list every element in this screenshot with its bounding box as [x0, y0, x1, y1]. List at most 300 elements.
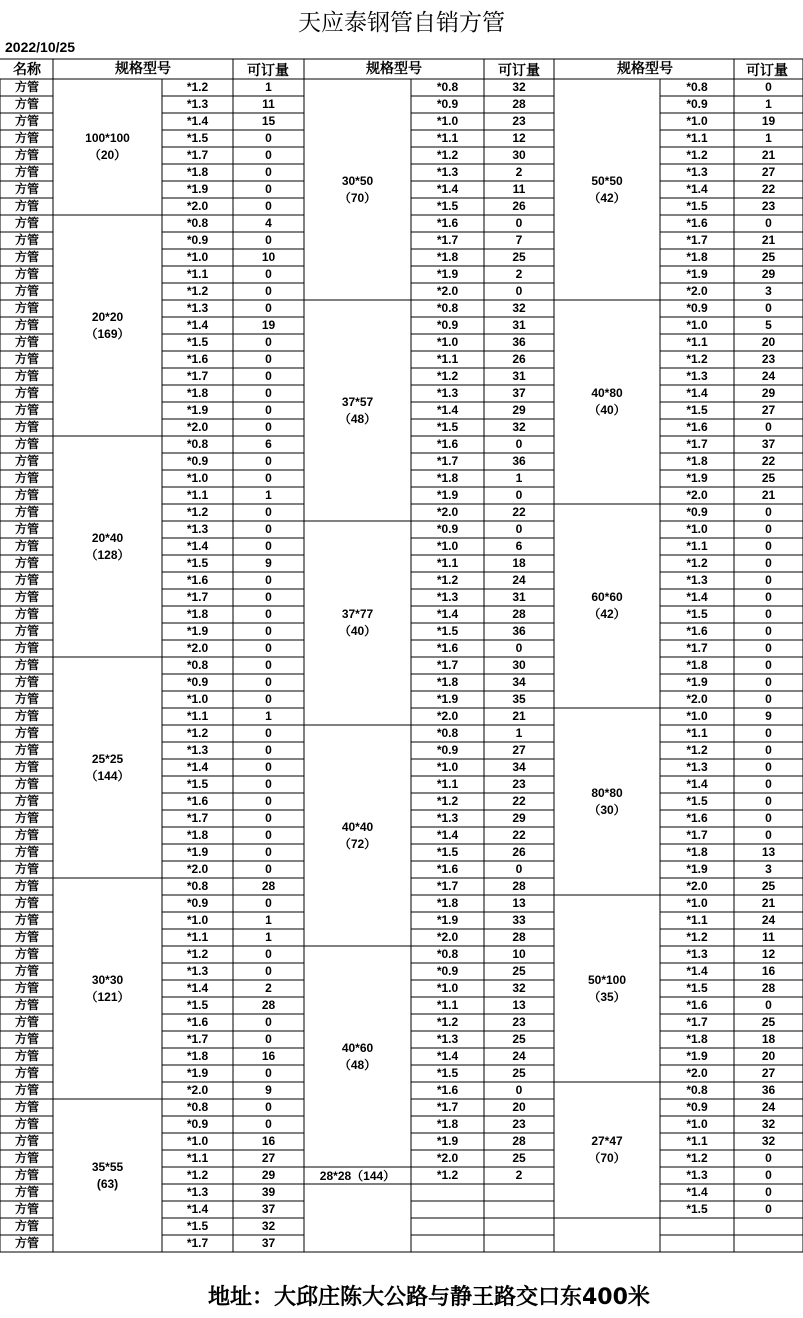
qty-cell: 24: [761, 369, 776, 383]
spec-cell: *1.3: [436, 590, 459, 604]
spec-group-size: 37*77: [341, 607, 374, 621]
qty-cell: 0: [265, 1066, 272, 1080]
spec-cell: *1.2: [686, 1151, 708, 1165]
spec-group-count: （42）: [588, 607, 626, 621]
spec-cell: *1.3: [436, 386, 459, 400]
qty-cell: 0: [265, 777, 272, 791]
qty-cell: 26: [512, 845, 526, 859]
qty-cell: 1: [265, 488, 272, 502]
spec-group-size: 30*30: [91, 972, 124, 987]
qty-cell: 13: [512, 896, 526, 910]
spec-group-count: （40）: [338, 624, 377, 638]
qty-cell: 27: [512, 743, 526, 757]
qty-cell: 9: [265, 1083, 272, 1097]
qty-cell: 0: [265, 454, 272, 468]
spec-group-size: 50*100: [587, 972, 627, 987]
spec-cell: *2.0: [686, 284, 708, 298]
qty-cell: 1: [265, 709, 272, 723]
row-name-label: 方管: [14, 284, 39, 298]
spec-cell: *1.1: [436, 352, 459, 366]
qty-cell: 32: [512, 301, 526, 315]
qty-cell: 24: [761, 913, 776, 927]
spec-cell: *1.9: [186, 845, 209, 859]
spec-cell: *1.9: [686, 471, 708, 485]
qty-cell: 28: [512, 1134, 526, 1148]
spec-cell: *0.9: [686, 97, 708, 111]
spec-cell: *1.0: [186, 1134, 209, 1148]
spec-cell: *1.0: [436, 335, 459, 349]
qty-cell: 3: [765, 862, 772, 876]
qty-cell: 1: [515, 726, 523, 740]
qty-cell: 0: [265, 947, 272, 961]
spec-group-label: [554, 972, 660, 1006]
row-name-label: 方管: [14, 148, 39, 162]
qty-cell: 6: [265, 437, 272, 451]
spec-cell: *1.7: [186, 590, 209, 604]
spec-cell: *1.0: [686, 1117, 708, 1131]
row-name-label: 方管: [14, 913, 39, 927]
qty-cell: 34: [512, 675, 526, 689]
spec-group-label: [53, 130, 162, 164]
spec-group-count: （20）: [88, 148, 127, 162]
spec-cell: *1.3: [186, 743, 209, 757]
row-name-label: 方管: [14, 420, 39, 434]
row-name-label: 方管: [14, 862, 39, 876]
qty-cell: 0: [265, 301, 272, 315]
spec-cell: *1.9: [686, 1049, 708, 1063]
spec-cell: *1.7: [186, 1236, 209, 1250]
spec-group-count: （48）: [338, 1057, 377, 1072]
qty-cell: 0: [265, 131, 272, 145]
qty-cell: 0: [265, 386, 272, 400]
spec-cell: *1.8: [436, 471, 459, 485]
spec-cell: *1.6: [436, 1083, 459, 1097]
qty-cell: 37: [761, 437, 776, 451]
qty-cell: 0: [765, 760, 772, 774]
spec-cell: *1.0: [686, 114, 708, 128]
qty-cell: 29: [761, 267, 776, 281]
qty-cell: 0: [765, 794, 772, 808]
spec-cell: *1.6: [436, 216, 459, 230]
qty-cell: 0: [765, 1151, 772, 1165]
spec-cell: *1.2: [436, 573, 459, 587]
qty-cell: 0: [265, 165, 272, 179]
spec-group-count: （70）: [338, 190, 377, 205]
spec-cell: *1.4: [186, 760, 209, 774]
spec-cell: *1.3: [686, 947, 708, 961]
qty-cell: 0: [765, 420, 772, 434]
spec-cell: *0.9: [186, 1117, 209, 1131]
qty-cell: 28: [261, 879, 276, 893]
spec-cell: *1.9: [186, 1066, 209, 1080]
row-name-label: 方管: [14, 709, 39, 723]
qty-cell: 0: [265, 692, 272, 706]
spec-cell: *1.3: [186, 522, 209, 536]
header-spec-3: 规格型号: [617, 61, 673, 77]
spec-cell: *1.2: [186, 80, 209, 94]
spec-cell: *1.2: [686, 930, 708, 944]
qty-cell: 0: [265, 624, 272, 638]
spec-cell: *1.0: [686, 709, 708, 723]
qty-cell: 0: [515, 1083, 523, 1097]
spec-cell: *1.3: [686, 573, 708, 587]
row-name-label: 方管: [14, 947, 39, 961]
qty-cell: 32: [761, 1134, 776, 1148]
spec-cell: *1.8: [436, 250, 459, 264]
spec-cell: *1.0: [436, 539, 459, 553]
qty-cell: 0: [765, 573, 772, 587]
spec-cell: *0.9: [436, 97, 459, 111]
spec-cell: *1.8: [686, 845, 708, 859]
spec-cell: *1.7: [436, 879, 459, 893]
qty-cell: 0: [765, 692, 772, 706]
spec-cell: *0.8: [436, 726, 459, 740]
row-name-label: 方管: [14, 1219, 39, 1233]
row-name-label: 方管: [14, 199, 39, 213]
spec-cell: *2.0: [186, 862, 209, 876]
qty-cell: 2: [515, 165, 523, 179]
qty-cell: 37: [261, 1236, 276, 1250]
spec-cell: *2.0: [186, 1083, 209, 1097]
row-name-label: 方管: [14, 250, 39, 264]
spec-cell: *0.8: [186, 658, 209, 672]
spec-cell: *1.8: [686, 454, 708, 468]
spec-group-label: [304, 1040, 411, 1074]
spec-cell: *0.9: [686, 505, 708, 519]
spec-cell: *1.2: [186, 505, 209, 519]
qty-cell: 0: [265, 811, 272, 825]
qty-cell: 21: [512, 709, 526, 723]
qty-cell: 31: [512, 590, 526, 604]
spec-cell: *1.0: [436, 981, 459, 995]
row-name-label: 方管: [14, 692, 39, 706]
qty-cell: 0: [515, 488, 523, 502]
qty-cell: 10: [512, 947, 526, 961]
qty-cell: 0: [265, 675, 272, 689]
spec-cell: *2.0: [436, 505, 459, 519]
qty-cell: 37: [261, 1202, 276, 1216]
spec-group-count: （40）: [588, 403, 626, 417]
spec-cell: *1.1: [686, 913, 708, 927]
spec-cell: *1.1: [686, 539, 708, 553]
qty-cell: 27: [761, 403, 776, 417]
qty-cell: 5: [765, 318, 772, 332]
qty-cell: 36: [761, 1083, 776, 1097]
spec-cell: *2.0: [686, 488, 708, 502]
qty-cell: 24: [761, 1100, 776, 1114]
spec-cell: *1.1: [436, 131, 459, 145]
spec-cell: *1.2: [186, 726, 209, 740]
qty-cell: 0: [265, 267, 272, 281]
qty-cell: 0: [265, 182, 272, 196]
row-name-label: 方管: [14, 1066, 39, 1080]
qty-cell: 9: [265, 556, 272, 570]
qty-cell: 18: [761, 1032, 776, 1046]
spec-cell: *1.0: [436, 760, 459, 774]
spec-cell: *1.8: [186, 165, 209, 179]
spec-cell: *1.5: [686, 199, 708, 213]
row-name-label: 方管: [14, 1049, 39, 1063]
spec-group-size: 100*100: [85, 131, 130, 145]
row-name-label: 方管: [14, 1236, 39, 1250]
qty-cell: 0: [265, 658, 272, 672]
spec-cell: *1.3: [186, 1185, 209, 1199]
spec-group-size: 37*57: [341, 394, 374, 409]
spec-cell: *1.8: [686, 250, 708, 264]
qty-cell: 0: [265, 522, 272, 536]
qty-cell: 31: [512, 369, 526, 383]
spec-cell: *1.2: [186, 947, 209, 961]
spec-cell: *1.4: [436, 182, 459, 196]
row-name-label: 方管: [14, 828, 39, 842]
qty-cell: 20: [761, 335, 776, 349]
row-name-label: 方管: [14, 811, 39, 825]
qty-cell: 29: [261, 1168, 276, 1182]
spec-group-size: 28*28（144）: [319, 1168, 396, 1183]
spec-cell: *1.1: [186, 1151, 209, 1165]
spec-cell: *0.9: [436, 522, 459, 536]
spec-cell: *1.4: [186, 539, 209, 553]
row-name-label: 方管: [14, 1202, 39, 1216]
qty-cell: 20: [512, 1100, 526, 1114]
qty-cell: 2: [515, 267, 523, 281]
spec-cell: *1.7: [186, 148, 209, 162]
spec-group-count: （70）: [588, 1151, 626, 1165]
spec-cell: *2.0: [686, 1066, 708, 1080]
qty-cell: 28: [512, 607, 526, 621]
spec-cell: *1.1: [436, 777, 459, 791]
qty-cell: 25: [512, 1032, 526, 1046]
spec-cell: *1.0: [186, 692, 209, 706]
qty-cell: 26: [512, 199, 526, 213]
qty-cell: 21: [761, 233, 776, 247]
row-name-label: 方管: [14, 590, 39, 604]
qty-cell: 13: [761, 845, 776, 859]
spec-cell: *0.8: [186, 437, 209, 451]
row-name-label: 方管: [14, 1151, 39, 1165]
qty-cell: 0: [765, 658, 772, 672]
header-qty-3: 可订量: [746, 63, 788, 79]
qty-cell: 4: [265, 216, 272, 230]
spec-cell: *0.8: [686, 80, 708, 94]
qty-cell: 16: [261, 1134, 276, 1148]
spec-cell: *1.4: [436, 828, 459, 842]
qty-cell: 0: [265, 420, 272, 434]
qty-cell: 0: [765, 675, 772, 689]
spec-cell: *1.1: [686, 131, 708, 145]
qty-cell: 0: [765, 539, 772, 553]
spec-group-label: [304, 173, 411, 207]
spec-cell: *0.9: [436, 964, 459, 978]
qty-cell: 0: [265, 148, 272, 162]
spec-cell: *1.6: [436, 641, 459, 655]
qty-cell: 0: [265, 539, 272, 553]
spec-cell: *1.4: [686, 777, 708, 791]
spec-cell: *1.4: [686, 590, 708, 604]
spec-group-size: 25*25: [91, 751, 124, 766]
qty-cell: 0: [515, 862, 523, 876]
report-date: 2022/10/25: [5, 39, 76, 55]
qty-cell: 0: [765, 624, 772, 638]
qty-cell: 0: [265, 794, 272, 808]
qty-cell: 23: [512, 777, 526, 791]
spec-cell: *1.5: [436, 845, 459, 859]
qty-cell: 34: [512, 760, 526, 774]
spec-cell: *1.5: [186, 998, 209, 1012]
row-name-label: 方管: [14, 216, 39, 230]
spec-group-label: [554, 1133, 660, 1167]
qty-cell: 24: [512, 1049, 526, 1063]
spec-cell: *1.9: [186, 182, 209, 196]
spec-cell: *1.1: [186, 930, 209, 944]
page-title: 天应泰钢管自销方管: [298, 10, 505, 36]
qty-cell: 1: [765, 97, 772, 111]
row-name-label: 方管: [14, 522, 39, 536]
qty-cell: 16: [761, 964, 776, 978]
row-name-label: 方管: [14, 97, 39, 111]
spec-group-size: 20*40: [91, 530, 124, 545]
qty-cell: 0: [265, 896, 272, 910]
qty-cell: 1: [265, 930, 272, 944]
spec-cell: *1.1: [436, 998, 459, 1012]
spec-cell: *1.7: [686, 1015, 708, 1029]
qty-cell: 32: [512, 981, 526, 995]
spec-group-count: （30）: [588, 802, 626, 817]
row-name-label: 方管: [14, 131, 39, 145]
qty-cell: 32: [261, 1219, 276, 1233]
spec-cell: *1.2: [436, 794, 459, 808]
spec-group-label: [53, 530, 162, 564]
spec-cell: *1.6: [436, 862, 459, 876]
qty-cell: 37: [512, 386, 526, 400]
header-qty-1: 可订量: [247, 63, 289, 79]
qty-cell: 25: [761, 879, 776, 893]
header-spec-1: 规格型号: [115, 61, 171, 77]
spec-cell: *1.1: [686, 726, 708, 740]
spec-cell: *1.0: [436, 114, 459, 128]
row-name-label: 方管: [14, 726, 39, 740]
row-name-label: 方管: [14, 998, 39, 1012]
qty-cell: 22: [512, 828, 526, 842]
spec-group-size: 50*50: [591, 173, 623, 188]
qty-cell: 30: [512, 148, 526, 162]
spec-group-size: 20*20: [91, 309, 124, 324]
spec-cell: *1.5: [686, 794, 708, 808]
spec-cell: *1.9: [686, 862, 708, 876]
spec-cell: *1.1: [186, 709, 209, 723]
row-name-label: 方管: [14, 675, 39, 689]
spec-cell: *1.3: [436, 1032, 459, 1046]
spec-cell: *0.8: [436, 947, 459, 961]
row-name-label: 方管: [14, 165, 39, 179]
spec-group-size: 40*40: [341, 819, 374, 834]
spec-cell: *0.9: [436, 318, 459, 332]
spec-cell: *1.4: [436, 1049, 459, 1063]
qty-cell: 21: [761, 148, 776, 162]
qty-cell: 32: [512, 80, 526, 94]
qty-cell: 0: [765, 301, 772, 315]
spec-group-count: （121）: [85, 989, 130, 1004]
spec-cell: *1.5: [186, 1219, 209, 1233]
spec-cell: *1.3: [686, 760, 708, 774]
spec-cell: *1.7: [186, 811, 209, 825]
row-name-label: 方管: [14, 386, 39, 400]
spec-cell: *1.6: [186, 794, 209, 808]
spec-group-label: [53, 1159, 162, 1193]
spec-cell: *1.3: [686, 369, 708, 383]
qty-cell: 0: [765, 556, 772, 570]
spec-cell: *1.9: [436, 913, 459, 927]
spec-cell: *1.2: [686, 556, 708, 570]
spec-group-label: [53, 751, 162, 785]
spec-cell: *1.0: [686, 522, 708, 536]
spec-cell: *1.4: [436, 403, 459, 417]
spec-cell: *0.9: [186, 896, 209, 910]
spec-cell: *1.5: [686, 981, 708, 995]
spec-cell: *2.0: [686, 692, 708, 706]
qty-cell: 23: [512, 1015, 526, 1029]
qty-cell: 36: [512, 335, 526, 349]
spec-cell: *2.0: [436, 1151, 459, 1165]
spec-cell: *1.8: [686, 658, 708, 672]
qty-cell: 7: [515, 233, 523, 247]
row-name-label: 方管: [14, 777, 39, 791]
qty-cell: 0: [265, 862, 272, 876]
spec-cell: *2.0: [186, 199, 209, 213]
qty-cell: 11: [762, 930, 775, 944]
spec-cell: *1.8: [186, 607, 209, 621]
row-name-label: 方管: [14, 335, 39, 349]
spec-cell: *1.4: [186, 114, 209, 128]
qty-cell: 0: [265, 284, 272, 298]
qty-cell: 0: [265, 1117, 272, 1131]
spec-cell: *1.8: [436, 896, 459, 910]
spec-cell: *1.6: [686, 811, 708, 825]
qty-cell: 13: [512, 998, 526, 1012]
row-name-label: 方管: [14, 1100, 39, 1114]
row-name-label: 方管: [14, 794, 39, 808]
spec-cell: *1.4: [186, 981, 209, 995]
row-name-label: 方管: [14, 369, 39, 383]
spec-cell: *0.9: [186, 454, 209, 468]
qty-cell: 1: [265, 80, 272, 94]
spec-group-label: [53, 972, 162, 1006]
qty-cell: 0: [265, 1032, 272, 1046]
qty-cell: 0: [265, 369, 272, 383]
qty-cell: 0: [765, 1185, 772, 1199]
row-name-label: 方管: [14, 403, 39, 417]
spec-cell: *1.9: [686, 267, 708, 281]
spec-cell: *1.3: [186, 97, 209, 111]
qty-cell: 0: [265, 505, 272, 519]
row-name-label: 方管: [14, 556, 39, 570]
qty-cell: 12: [512, 131, 526, 145]
qty-cell: 28: [761, 981, 776, 995]
row-name-label: 方管: [14, 437, 39, 451]
spec-cell: *1.2: [436, 1168, 459, 1182]
spec-group-size: 30*50: [341, 173, 374, 188]
qty-cell: 25: [761, 250, 776, 264]
row-name-label: 方管: [14, 1032, 39, 1046]
spec-cell: *1.6: [686, 420, 708, 434]
qty-cell: 12: [761, 947, 776, 961]
qty-cell: 0: [265, 352, 272, 366]
qty-cell: 32: [761, 1117, 776, 1131]
spec-cell: *1.9: [186, 624, 209, 638]
qty-cell: 0: [265, 726, 272, 740]
qty-cell: 0: [265, 828, 272, 842]
row-name-label: 方管: [14, 743, 39, 757]
